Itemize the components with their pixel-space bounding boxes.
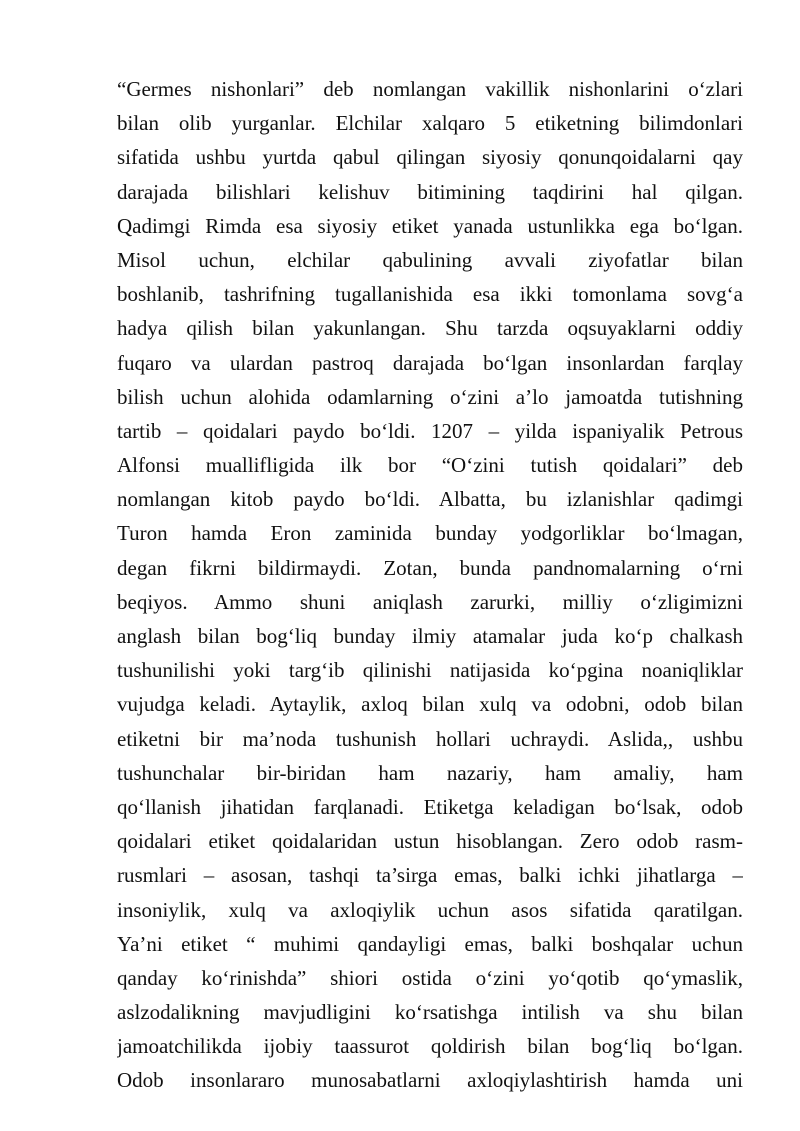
text-line: fuqaro va ulardan pastroq darajada bo‘lgan insonlardan farqlay <box>117 350 743 375</box>
text-line: hadya qilish bilan yakunlangan. Shu tarzda oqsuyaklarni oddiy <box>117 316 743 341</box>
text-line: tartib – qoidalari paydo bo‘ldi. 1207 – yilda ispaniyalik Petrous <box>117 418 743 443</box>
text-line: jamoatchilikda ijobiy taassurot qoldirish bilan bog‘liq bo‘lgan. <box>117 1034 743 1059</box>
text-line: aslzodalikning mavjudligini ko‘rsatishga intilish va shu bilan <box>117 1000 743 1025</box>
text-line: Odob insonlararo munosabatlarni axloqiylashtirish hamda uni <box>117 1068 743 1093</box>
text-line: Ya’ni etiket “ muhimi qandayligi emas, balki boshqalar uchun <box>117 931 743 956</box>
text-line: Qadimgi Rimda esa siyosiy etiket yanada ustunlikka ega bo‘lgan. <box>117 213 743 238</box>
text-line: darajada bilishlari kelishuv bitimining taqdirini hal qilgan. <box>117 179 743 204</box>
text-line: boshlanib, tashrifning tugallanishida esa ikki tomonlama sovg‘a <box>117 282 743 307</box>
text-line: beqiyos. Ammo shuni aniqlash zarurki, milliy o‘zligimizni <box>117 589 743 614</box>
text-line: bilan olib yurganlar. Elchilar xalqaro 5 etiketning bilimdonlari <box>117 111 743 136</box>
text-line: “Germes nishonlari” deb nomlangan vakillik nishonlarini o‘zlari <box>117 77 743 101</box>
text-line: insoniylik, xulq va axloqiylik uchun asos sifatida qaratilgan. <box>117 897 743 922</box>
text-line: bilish uchun alohida odamlarning o‘zini a’lo jamoatda tutishning <box>117 384 743 409</box>
text-line: qanday ko‘rinishda” shiori ostida o‘zini yo‘qotib qo‘ymaslik, <box>117 965 743 990</box>
text-line: vujudga keladi. Aytaylik, axloq bilan xulq va odobni, odob bilan <box>117 692 743 717</box>
text-line: Misol uchun, elchilar qabulining avvali ziyofatlar bilan <box>117 247 743 272</box>
text-line: qoidalari etiket qoidalaridan ustun hisoblangan. Zero odob rasm- <box>117 829 743 854</box>
text-line: etiketni bir ma’noda tushunish hollari uchraydi. Aslida,, ushbu <box>117 726 743 751</box>
document-page <box>117 72 743 1098</box>
text-line: sifatida ushbu yurtda qabul qilingan siyosiy qonunqoidalarni qay <box>117 145 743 170</box>
text-line: Turon hamda Eron zaminida bunday yodgorliklar bo‘lmagan, <box>117 521 743 546</box>
text-line: qo‘llanish jihatidan farqlanadi. Etiketga keladigan bo‘lsak, odob <box>117 794 743 819</box>
text-line: nomlangan kitob paydo bo‘ldi. Albatta, bu izlanishlar qadimgi <box>117 487 743 512</box>
text-line: rusmlari – asosan, tashqi ta’sirga emas, balki ichki jihatlarga – <box>117 863 743 888</box>
text-line: degan fikrni bildirmaydi. Zotan, bunda pandnomalarning o‘rni <box>117 555 743 580</box>
text-line: Alfonsi muallifligida ilk bor “O‘zini tutish qoidalari” deb <box>117 453 743 478</box>
text-line: tushunilishi yoki targ‘ib qilinishi natijasida ko‘pgina noaniqliklar <box>117 658 743 683</box>
text-line: tushunchalar bir-biridan ham nazariy, ham amaliy, ham <box>117 760 743 785</box>
body-text <box>117 72 743 1098</box>
text-line: anglash bilan bog‘liq bunday ilmiy atamalar juda ko‘p chalkash <box>117 624 743 648</box>
